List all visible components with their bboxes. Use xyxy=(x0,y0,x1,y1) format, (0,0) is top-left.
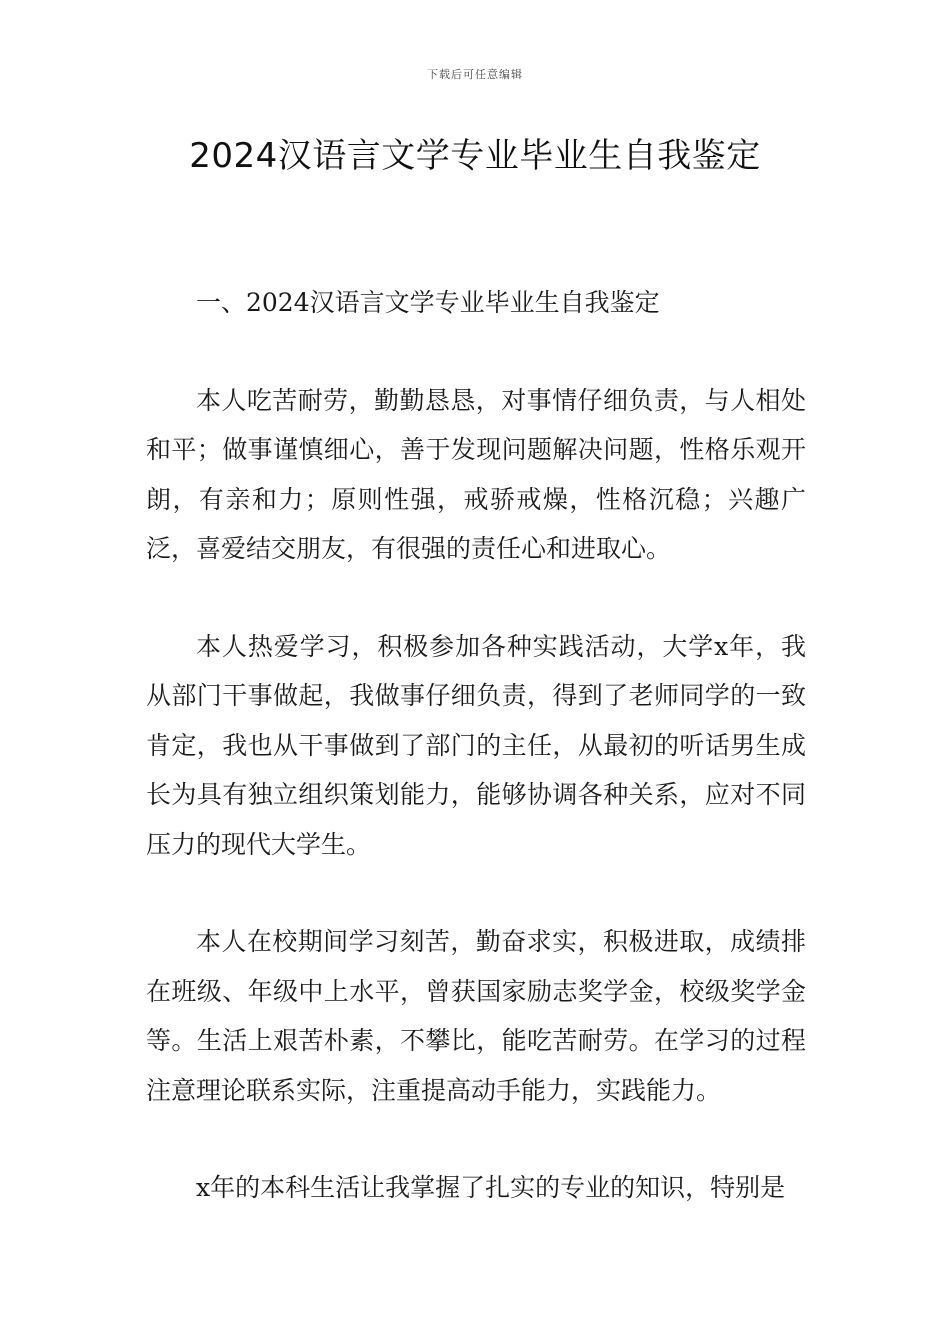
paragraph-3: 本人在校期间学习刻苦，勤奋求实，积极进取，成绩排在班级、年级中上水平，曾获国家励志奖学金，校级奖学金等。生活上艰苦朴素，不攀比，能吃苦耐劳。在学习的过程注意理论联系实际，注重提高动手能力，实践能力。 xyxy=(146,927,806,1105)
section-heading: 一、2024汉语言文学专业毕业生自我鉴定 xyxy=(196,288,660,317)
document-title: 2024汉语言文学专业毕业生自我鉴定 xyxy=(189,136,761,176)
header-note: 下载后可任意编辑 xyxy=(427,68,523,81)
document-body xyxy=(146,278,806,1261)
paragraph-1: 本人吃苦耐劳，勤勤恳恳，对事情仔细负责，与人相处和平；做事谨慎细心，善于发现问题解决问题，性格乐观开朗，有亲和力；原则性强，戒骄戒燥，性格沉稳；兴趣广泛，喜爱结交朋友，有很强的责任心和进取心。 xyxy=(146,385,806,563)
paragraph-2: 本人热爱学习，积极参加各种实践活动，大学x年，我从部门干事做起，我做事仔细负责，得到了老师同学的一致肯定，我也从干事做到了部门的主任，从最初的听话男生成长为具有独立组织策划能力，能够协调各种关系，应对不同压力的现代大学生。 xyxy=(146,631,806,859)
paragraph-4: x年的本科生活让我掌握了扎实的专业的知识，特别是 xyxy=(196,1173,786,1202)
